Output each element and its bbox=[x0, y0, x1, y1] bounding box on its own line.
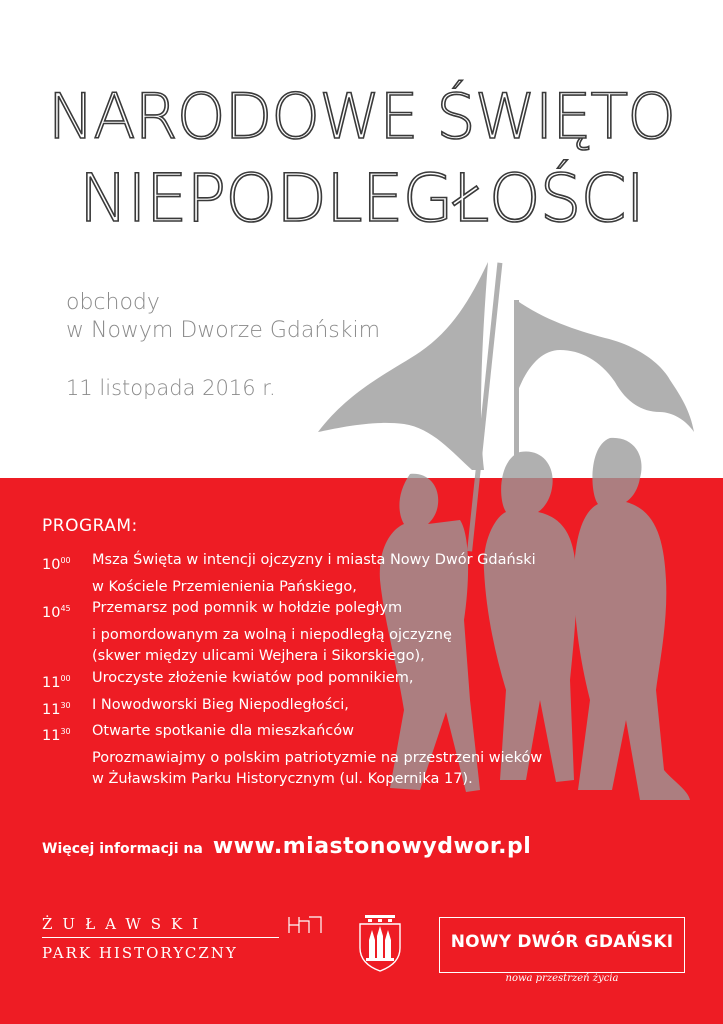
program-text: (skwer między ulicami Wejhera i Sikorskiego), bbox=[92, 648, 425, 665]
program-text: I Nowodworski Bieg Niepodległości, bbox=[92, 696, 349, 713]
park-logo-top: ŻUŁAWSKI bbox=[42, 915, 209, 933]
program-item-cont bbox=[42, 577, 682, 599]
program-text: Otwarte spotkanie dla mieszkańców bbox=[92, 723, 354, 740]
more-info-label: Więcej informacji na bbox=[42, 841, 203, 857]
program-text: w Żuławskim Parku Historycznym (ul. Kopernika 17). bbox=[92, 771, 473, 788]
program-text: i pomordowanym za wolną i niepodległą ojczyznę bbox=[92, 626, 452, 643]
program-time: $11^{30}$ bbox=[42, 700, 71, 718]
program-text: Msza Święta w intencji ojczyzny i miasta Nowy Dwór Gdański bbox=[92, 552, 536, 568]
city-brand-name: NOWY DWÓR GDAŃSKI bbox=[450, 932, 674, 952]
event-date: 11 listopada 2016 r. bbox=[66, 376, 276, 400]
title-line-2: NIEPODLEGŁOŚCI bbox=[78, 160, 645, 237]
program-item-cont bbox=[42, 625, 682, 647]
program-item bbox=[42, 668, 682, 695]
city-brand-tagline: nowa przestrzeń życia bbox=[505, 973, 619, 984]
program-text: Porozmawiajmy o polskim patriotyzmie na przestrzeni wieków bbox=[92, 749, 543, 766]
park-logo-bottom: PARK HISTORYCZNY bbox=[42, 944, 238, 962]
program-text: w Kościele Przemienienia Pańskiego, bbox=[92, 578, 357, 595]
program-time: $10^{45}$ bbox=[42, 604, 71, 622]
program-item bbox=[42, 598, 682, 625]
zulawski-park-mark-icon bbox=[287, 915, 323, 935]
program-item bbox=[42, 550, 682, 577]
subtitle-line-2: w Nowym Dworze Gdańskim bbox=[66, 318, 381, 343]
website-link[interactable]: www.miastonowydwor.pl bbox=[212, 834, 532, 859]
program-list bbox=[42, 550, 682, 791]
program-item-cont bbox=[42, 769, 682, 791]
program-item bbox=[42, 695, 682, 722]
subtitle-line-1: obchody bbox=[66, 290, 160, 315]
program-text: Przemarsz pod pomnik w hołdzie poległym bbox=[92, 600, 403, 617]
program-item-cont bbox=[42, 748, 682, 770]
park-logo-rule bbox=[42, 937, 279, 938]
zulawski-park-logo bbox=[42, 915, 279, 962]
program-item-cont bbox=[42, 646, 682, 668]
program-heading: PROGRAM: bbox=[42, 516, 138, 536]
program-time: $10^{00}$ bbox=[42, 556, 71, 573]
program-time: $11^{30}$ bbox=[42, 727, 71, 745]
more-info bbox=[42, 834, 531, 859]
program-time: $11^{00}$ bbox=[42, 673, 71, 691]
city-brand-logo bbox=[439, 917, 685, 984]
city-crest-icon bbox=[355, 914, 405, 972]
program-item bbox=[42, 721, 682, 748]
program-text: Uroczyste złożenie kwiatów pod pomnikiem, bbox=[92, 669, 414, 686]
title-line-1: NARODOWE ŚWIĘTO bbox=[47, 80, 676, 153]
